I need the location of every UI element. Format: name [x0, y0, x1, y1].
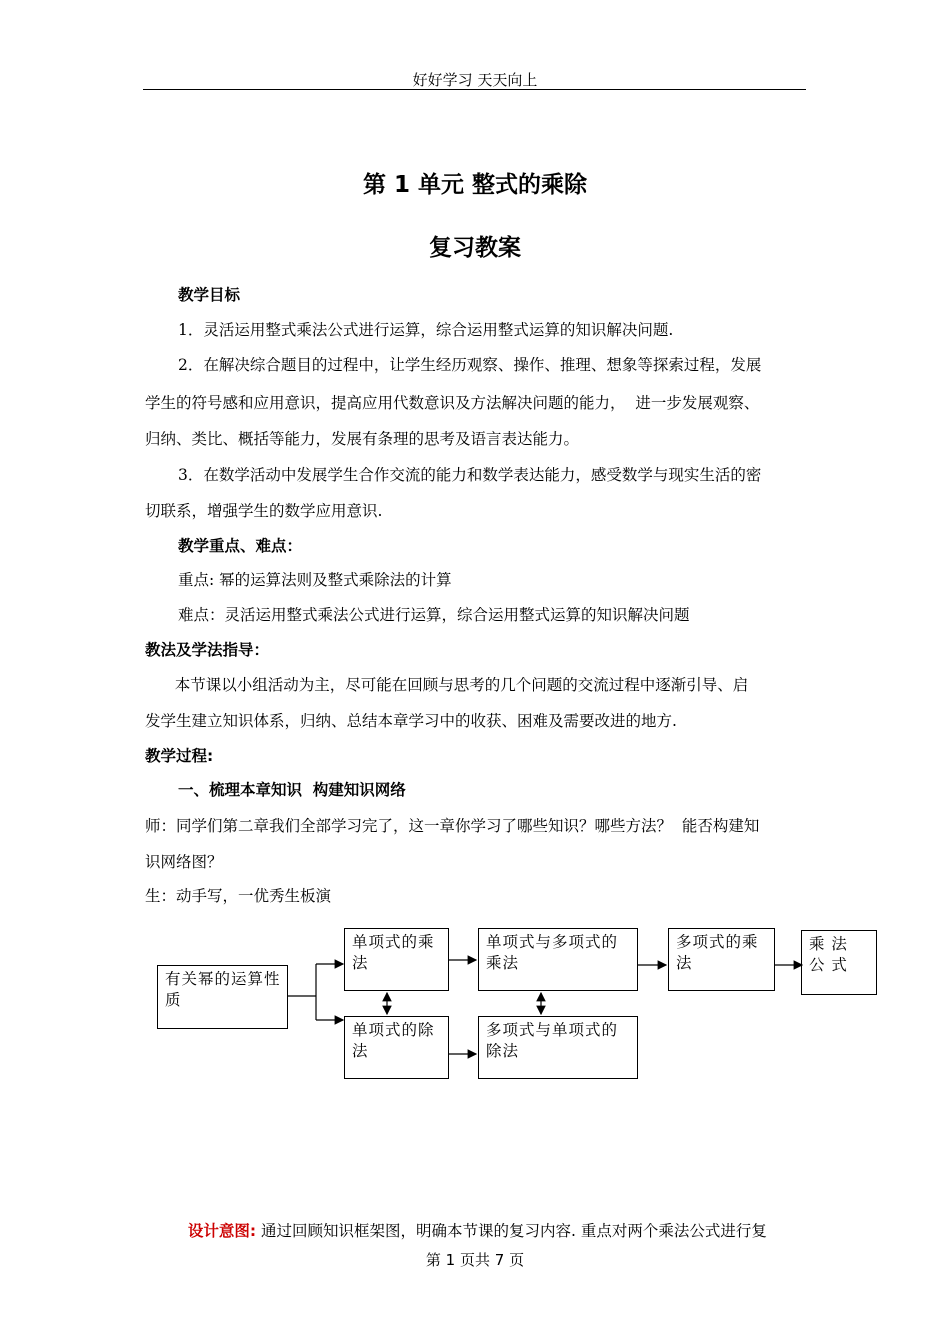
methods-line-2: 发学生建立知识体系，归纳、总结本章学习中的收获、困难及需要改进的地方. [145, 712, 677, 730]
objective-2-line-1: 2．在解决综合题目的过程中，让学生经历观察、操作、推理、想象等探索过程，发展 [178, 356, 762, 374]
methods-line-1: 本节课以小组活动为主，尽可能在回顾与思考的几个问题的交流过程中逐渐引导、启 [160, 676, 749, 694]
process-heading: 教学过程: [145, 747, 214, 765]
key-point-difficulty: 难点：灵活运用整式乘法公式进行运算，综合运用整式运算的知识解决问题 [178, 606, 690, 624]
key-point-focus: 重点: 幂的运算法则及整式乘除法的计算 [178, 571, 452, 589]
formula-box: 乘 法 公 式 [801, 930, 877, 995]
design-note-label: 设计意图: [187, 1222, 257, 1240]
process-section-1: 一、梳理本章知识 构建知识网络 [178, 781, 406, 799]
student-line: 生：动手写，一优秀生板演 [145, 887, 332, 905]
mono-mult-box: 单项式的乘法 [344, 928, 449, 991]
objective-3-line-2: 切联系，增强学生的数学应用意识. [145, 502, 383, 520]
design-note-text: 通过回顾知识框架图，明确本节课的复习内容. 重点对两个乘法公式进行复 [256, 1222, 767, 1240]
mono-poly-mult-box: 单项式与多项式的乘法 [478, 928, 638, 991]
objective-1: 1．灵活运用整式乘法公式进行运算，综合运用整式运算的知识解决问题. [178, 321, 674, 339]
page-number: 第 1 页共 7 页 [425, 1251, 525, 1269]
poly-mono-div-box: 多项式与单项式的除法 [478, 1016, 638, 1079]
design-note [178, 1201, 767, 1241]
page-title: 第 1 单元 整式的乘除 [362, 172, 588, 198]
teacher-line-2: 识网络图？ [145, 853, 223, 871]
objective-2-line-3: 归纳、类比、概括等能力，发展有条理的思考及语言表达能力。 [145, 430, 580, 448]
objectives-heading: 教学目标 [178, 286, 241, 304]
teacher-line-1: 师：同学们第二章我们全部学习完了，这一章你学习了哪些知识？哪些方法？ 能否构建知 [145, 817, 760, 835]
mono-div-box: 单项式的除法 [344, 1016, 449, 1079]
objective-2-line-2: 学生的符号感和应用意识，提高应用代数意识及方法解决问题的能力， 进一步发展观察、 [145, 394, 760, 412]
objective-3-line-1: 3．在数学活动中发展学生合作交流的能力和数学表达能力，感受数学与现实生活的密 [178, 466, 762, 484]
power-rules-box: 有关幂的运算性质 [157, 965, 288, 1029]
page-subtitle: 复习教案 [429, 235, 521, 261]
poly-mult-box: 多项式的乘法 [668, 928, 775, 991]
page-header: 好好学习 天天向上 [412, 71, 538, 89]
key-points-heading: 教学重点、难点： [178, 537, 303, 555]
methods-heading: 教法及学法指导： [145, 641, 270, 659]
